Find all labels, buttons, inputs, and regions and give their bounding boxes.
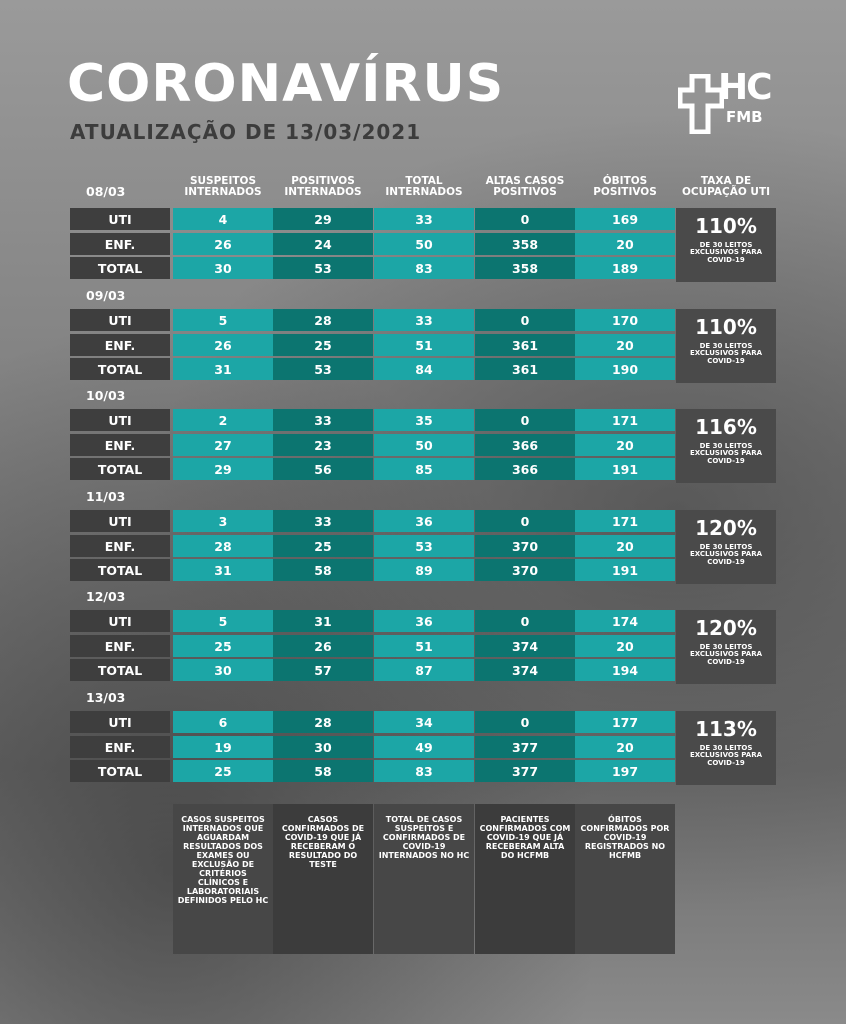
table-cell: 377 xyxy=(475,736,575,758)
table-cell: 25 xyxy=(173,760,273,782)
table-cell: 27 xyxy=(173,434,273,456)
table-cell: 5 xyxy=(173,610,273,632)
table-cell: 0 xyxy=(475,208,575,230)
table-cell: 50 xyxy=(374,434,474,456)
table-cell: 197 xyxy=(575,760,675,782)
logo-fmb-text: FMB xyxy=(726,108,763,126)
table-cell: 3 xyxy=(173,510,273,532)
table-cell: 191 xyxy=(575,559,675,581)
icu-occupancy-box xyxy=(676,711,776,785)
table-cell: 370 xyxy=(475,559,575,581)
table-cell: 33 xyxy=(374,208,474,230)
table-cell: 53 xyxy=(273,257,373,279)
row-label: TOTAL xyxy=(70,257,170,279)
occupancy-rate: 120% xyxy=(695,516,757,540)
table-cell: 53 xyxy=(273,358,373,380)
date-label: 10/03 xyxy=(86,388,126,403)
icu-occupancy-box xyxy=(676,510,776,584)
row-label: TOTAL xyxy=(70,760,170,782)
row-label: TOTAL xyxy=(70,559,170,581)
update-date-subtitle: ATUALIZAÇÃO DE 13/03/2021 xyxy=(70,120,422,144)
row-label: ENF. xyxy=(70,334,170,356)
table-cell: 83 xyxy=(374,760,474,782)
table-cell: 189 xyxy=(575,257,675,279)
icu-occupancy-box xyxy=(676,309,776,383)
occupancy-note: DE 30 LEITOS EXCLUSIVOS PARA COVID-19 xyxy=(689,643,763,666)
table-cell: 26 xyxy=(273,635,373,657)
table-cell: 2 xyxy=(173,409,273,431)
table-cell: 6 xyxy=(173,711,273,733)
table-cell: 30 xyxy=(173,257,273,279)
table-cell: 374 xyxy=(475,659,575,681)
hc-fmb-logo xyxy=(678,67,778,136)
row-label: UTI xyxy=(70,711,170,733)
table-cell: 0 xyxy=(475,409,575,431)
table-cell: 34 xyxy=(374,711,474,733)
occupancy-note: DE 30 LEITOS EXCLUSIVOS PARA COVID-19 xyxy=(689,342,763,365)
column-header: SUSPEITOS INTERNADOS xyxy=(184,175,262,199)
table-cell: 25 xyxy=(273,334,373,356)
icu-occupancy-box xyxy=(676,409,776,483)
table-cell: 36 xyxy=(374,610,474,632)
occupancy-rate: 110% xyxy=(695,214,757,238)
table-cell: 51 xyxy=(374,334,474,356)
table-cell: 49 xyxy=(374,736,474,758)
date-label: 08/03 xyxy=(86,184,126,199)
table-cell: 20 xyxy=(575,535,675,557)
table-cell: 358 xyxy=(475,257,575,279)
legend-description: TOTAL DE CASOS SUSPEITOS E CONFIRMADOS DE COVID-19 INTERNADOS NO HC xyxy=(374,804,474,954)
column-header: TAXA DE OCUPAÇÃO UTI xyxy=(681,175,771,199)
table-cell: 23 xyxy=(273,434,373,456)
occupancy-note: DE 30 LEITOS EXCLUSIVOS PARA COVID-19 xyxy=(689,744,763,767)
row-label: ENF. xyxy=(70,635,170,657)
table-cell: 31 xyxy=(173,358,273,380)
column-header: POSITIVOS INTERNADOS xyxy=(284,175,362,199)
table-cell: 24 xyxy=(273,233,373,255)
occupancy-rate: 113% xyxy=(695,717,757,741)
table-cell: 361 xyxy=(475,334,575,356)
table-cell: 53 xyxy=(374,535,474,557)
table-cell: 30 xyxy=(173,659,273,681)
table-cell: 36 xyxy=(374,510,474,532)
row-label: ENF. xyxy=(70,434,170,456)
row-label: UTI xyxy=(70,510,170,532)
occupancy-note: DE 30 LEITOS EXCLUSIVOS PARA COVID-19 xyxy=(689,442,763,465)
row-label: TOTAL xyxy=(70,358,170,380)
table-cell: 29 xyxy=(273,208,373,230)
table-cell: 370 xyxy=(475,535,575,557)
table-cell: 194 xyxy=(575,659,675,681)
table-cell: 190 xyxy=(575,358,675,380)
table-cell: 57 xyxy=(273,659,373,681)
table-cell: 89 xyxy=(374,559,474,581)
page-title: CORONAVÍRUS xyxy=(67,54,505,114)
table-cell: 0 xyxy=(475,510,575,532)
column-header: ALTAS CASOS POSITIVOS xyxy=(485,175,565,199)
row-label: UTI xyxy=(70,208,170,230)
table-cell: 28 xyxy=(173,535,273,557)
table-cell: 30 xyxy=(273,736,373,758)
table-cell: 171 xyxy=(575,409,675,431)
table-cell: 191 xyxy=(575,458,675,480)
table-cell: 28 xyxy=(273,309,373,331)
row-label: UTI xyxy=(70,610,170,632)
legend-description: PACIENTES CONFIRMADOS COM COVID-19 QUE JÁ RECEBERAM ALTA DO HCFMB xyxy=(475,804,575,954)
icu-occupancy-box xyxy=(676,610,776,684)
table-cell: 366 xyxy=(475,434,575,456)
table-cell: 26 xyxy=(173,233,273,255)
table-cell: 20 xyxy=(575,334,675,356)
table-cell: 20 xyxy=(575,635,675,657)
table-cell: 20 xyxy=(575,233,675,255)
date-label: 12/03 xyxy=(86,589,126,604)
logo-hc-text: HC xyxy=(718,67,771,108)
table-cell: 177 xyxy=(575,711,675,733)
table-cell: 29 xyxy=(173,458,273,480)
table-cell: 25 xyxy=(273,535,373,557)
column-header: TOTAL INTERNADOS xyxy=(385,175,463,199)
date-label: 09/03 xyxy=(86,288,126,303)
occupancy-rate: 116% xyxy=(695,415,757,439)
table-cell: 174 xyxy=(575,610,675,632)
table-cell: 5 xyxy=(173,309,273,331)
occupancy-note: DE 30 LEITOS EXCLUSIVOS PARA COVID-19 xyxy=(689,241,763,264)
table-cell: 374 xyxy=(475,635,575,657)
date-label: 13/03 xyxy=(86,690,126,705)
table-cell: 0 xyxy=(475,309,575,331)
table-cell: 0 xyxy=(475,610,575,632)
legend-description: CASOS SUSPEITOS INTERNADOS QUE AGUARDAM RESULTADOS DOS EXAMES OU EXCLUSÃO DE CRITÉRIOS CLÍNICOS E LABORATORIAIS DEFINIDOS PELO HC xyxy=(173,804,273,954)
table-cell: 33 xyxy=(273,409,373,431)
occupancy-rate: 110% xyxy=(695,315,757,339)
table-cell: 58 xyxy=(273,559,373,581)
table-cell: 87 xyxy=(374,659,474,681)
row-label: TOTAL xyxy=(70,659,170,681)
icu-occupancy-box xyxy=(676,208,776,282)
legend-description: ÓBITOS CONFIRMADOS POR COVID-19 REGISTRADOS NO HCFMB xyxy=(575,804,675,954)
occupancy-note: DE 30 LEITOS EXCLUSIVOS PARA COVID-19 xyxy=(689,543,763,566)
row-label: ENF. xyxy=(70,535,170,557)
table-cell: 83 xyxy=(374,257,474,279)
table-cell: 20 xyxy=(575,736,675,758)
table-cell: 31 xyxy=(173,559,273,581)
table-cell: 0 xyxy=(475,711,575,733)
table-cell: 377 xyxy=(475,760,575,782)
occupancy-rate: 120% xyxy=(695,616,757,640)
table-cell: 84 xyxy=(374,358,474,380)
table-cell: 4 xyxy=(173,208,273,230)
table-cell: 358 xyxy=(475,233,575,255)
row-label: ENF. xyxy=(70,233,170,255)
row-label: ENF. xyxy=(70,736,170,758)
table-cell: 19 xyxy=(173,736,273,758)
table-cell: 366 xyxy=(475,458,575,480)
row-label: UTI xyxy=(70,309,170,331)
table-cell: 361 xyxy=(475,358,575,380)
table-cell: 20 xyxy=(575,434,675,456)
table-cell: 50 xyxy=(374,233,474,255)
table-cell: 33 xyxy=(374,309,474,331)
table-cell: 171 xyxy=(575,510,675,532)
legend-description: CASOS CONFIRMADOS DE COVID-19 QUE JÁ RECEBERAM O RESULTADO DO TESTE xyxy=(273,804,373,954)
table-cell: 85 xyxy=(374,458,474,480)
row-label: UTI xyxy=(70,409,170,431)
table-cell: 28 xyxy=(273,711,373,733)
row-label: TOTAL xyxy=(70,458,170,480)
table-cell: 31 xyxy=(273,610,373,632)
table-cell: 170 xyxy=(575,309,675,331)
table-cell: 56 xyxy=(273,458,373,480)
table-cell: 33 xyxy=(273,510,373,532)
table-cell: 58 xyxy=(273,760,373,782)
table-cell: 26 xyxy=(173,334,273,356)
table-cell: 25 xyxy=(173,635,273,657)
table-cell: 35 xyxy=(374,409,474,431)
table-cell: 51 xyxy=(374,635,474,657)
date-label: 11/03 xyxy=(86,489,126,504)
table-cell: 169 xyxy=(575,208,675,230)
column-header: ÓBITOS POSITIVOS xyxy=(593,175,657,199)
